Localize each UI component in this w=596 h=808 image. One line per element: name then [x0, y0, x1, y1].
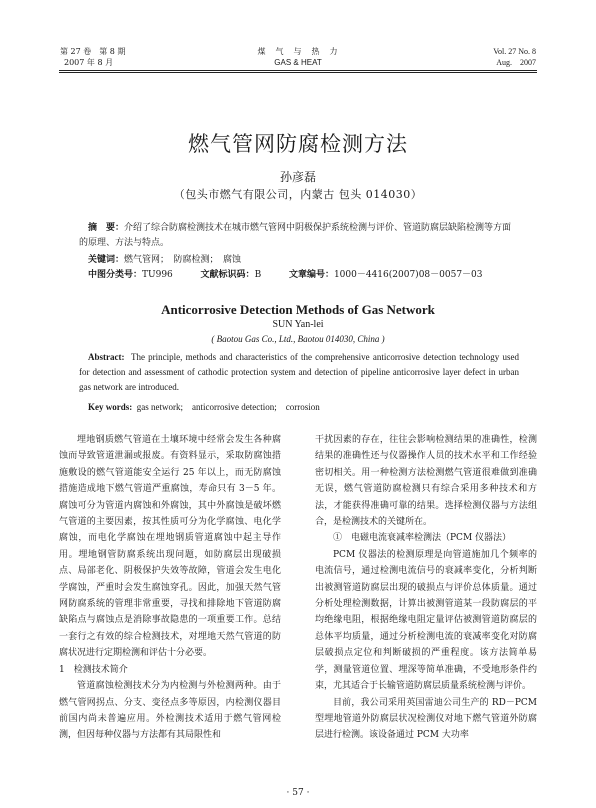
header-volume: 第 27 卷 第 8 期 — [60, 47, 126, 56]
abstract-cn-text: 介绍了综合防腐检测技术在城市燃气管网中阴极保护系统检测与评价、管道防腐层缺陷检测等方面的原理、方法与特点。 — [79, 223, 512, 248]
body-column-left — [59, 432, 281, 744]
abstract-cn-label: 摘 要： — [88, 223, 125, 233]
abstract-en-text: The principle, methods and characteristics of the comprehensive anticorrosive detection technology used for detection and assessment of cathodic protection system and detection of pipeline anticorrosive layer defect in urban gas network are introduced. — [79, 352, 520, 392]
affiliation-en: ( Baotou Gas Co., Ltd., Baotou 014030, China ) — [211, 334, 385, 344]
header-journal-cn: 煤 气 与 热 力 — [257, 47, 339, 56]
paper-title-cn: 燃气管网防腐检测方法 — [188, 132, 408, 156]
author-cn: 孙彦磊 — [279, 170, 316, 184]
affiliation-cn: （包头市燃气有限公司，内蒙古 包头 014030） — [173, 188, 423, 201]
classification-line — [79, 268, 528, 283]
body-paragraph: 干扰因素的存在，往往会影响检测结果的准确性，检测结果的准确性还与仪器操作人员的技术水平和工作经验密切相关。用一种检测方法检测燃气管道很难做到准确无误，燃气管道防腐检测只有综合采用多种技术和方法，才能获得准确可靠的结果。选择检测仪器与方法组合，是检测技术的关键所在。 — [315, 435, 537, 528]
keywords-cn — [79, 253, 528, 268]
body-paragraph: 埋地钢质燃气管道在土壤环境中经常会发生各种腐蚀而导致管道泄漏或报废。有资料显示，采取防腐蚀措施敷设的燃气管道能安全运行 25 年以上，而无防腐蚀措施造成地下燃气管道严重腐蚀，寿命只有 3－5 年。腐蚀可分为管道内腐蚀和外腐蚀，其中外腐蚀是破坏燃气管道的主要因素，按其性质可分为化学腐蚀、电化学腐蚀，而电化学腐蚀在埋地钢质管道腐蚀中起主导作用。埋地钢管防腐系统出现问题，如防腐层出现破损点、局部老化、阴极保护失效等故障，管道会发生电化学腐蚀，严重时会发生腐蚀穿孔。因此，加强天然气管网防腐系统的管理非常重要，寻找和排除地下管道防腐缺陷点与腐蚀点是消除事故隐患的一项重要工作。总结一套行之有效的综合检测技术，对埋地天然气管道的防腐状况进行定期检测和评估十分必要。 — [59, 435, 281, 659]
page-number: · 57 · — [286, 788, 310, 798]
paper-title-en: Anticorrosive Detection Methods of Gas Network — [161, 302, 435, 317]
body-paragraph: PCM 仪器法的检测原理是向管道施加几个频率的电流信号，通过检测电流信号的衰减率变化，分析判断出被测管道防腐层出现的破损点与评价总体质量。通过分析处理检测数据，计算出被测管道某一段防腐层的平均绝缘电阻，根据绝缘电阻定量评估被测管道防腐层的总体平均质量，通过分析检测电流的衰减率变化对防腐层破损点定位和判断破损的严重程度。该方法简单易学，测量管道位置、埋深等简单准确，不受地形条件约束，尤其适合于长输管道防腐层质量系统检测与评价。 — [315, 549, 537, 692]
doc-code-value: B — [254, 270, 262, 280]
body-paragraph: 目前，我公司采用英国雷迪公司生产的 RD－PCM 型埋地管道外防腐层状况检测仪对地下燃气管道外防腐层进行检测。该设备通过 PCM 大功率 — [315, 697, 537, 741]
abstract-cn — [79, 221, 519, 251]
header-volume-en: Vol. 27 No. 8 — [493, 47, 536, 56]
keywords-en — [79, 400, 528, 415]
header-rule-bottom — [59, 72, 537, 73]
author-en: SUN Yan-lei — [272, 319, 324, 330]
keywords-cn-text: 燃气管网； 防腐检测； 腐蚀 — [124, 255, 242, 265]
abstract-en — [79, 350, 519, 395]
section-heading: 1 检测技术简介 — [59, 664, 128, 675]
keywords-en-text: gas network; anticorrosive detection; corrosion — [136, 402, 320, 412]
header-date: 2007 年 8 月 — [64, 58, 114, 67]
doc-code-label: 文献标识码： — [200, 270, 255, 280]
keywords-cn-label: 关键词： — [88, 255, 125, 265]
header-journal-en: GAS & HEAT — [274, 58, 322, 67]
body-paragraph: 管道腐蚀检测技术分为内检测与外检测两种。由于燃气管网拐点、分支、变径点多等原因，内检测仪器目前国内尚未普遍应用。外检测技术适用于燃气管网检测，但因每种仪器与方法都有其局限性和 — [59, 681, 281, 741]
header-rule-top — [59, 70, 537, 71]
keywords-en-label: Key words: — [88, 402, 133, 412]
clc-label: 中图分类号： — [88, 270, 143, 280]
article-no-label: 文章编号： — [288, 270, 334, 280]
clc-value: TU996 — [142, 270, 173, 280]
subsection-heading: ① 电磁电流衰减率检测法（PCM 仪器法） — [333, 533, 512, 544]
abstract-en-label: Abstract: — [88, 352, 125, 362]
article-no-value: 1000－4416(2007)08－0057－03 — [333, 270, 483, 280]
body-column-right — [315, 432, 537, 744]
header-date-en: Aug. 2007 — [496, 58, 536, 67]
